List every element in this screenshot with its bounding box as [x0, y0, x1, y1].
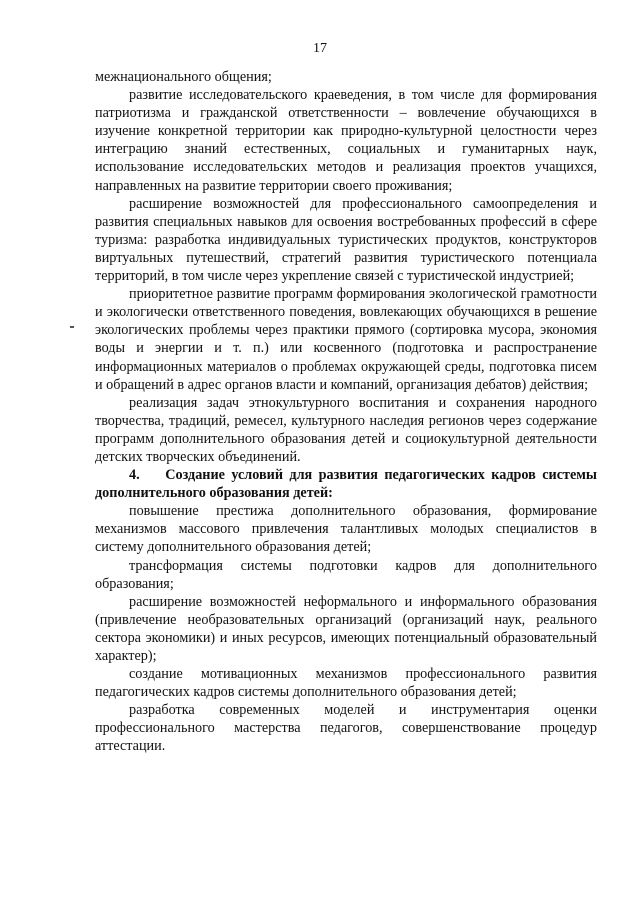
paragraph-ethnoculture: реализация задач этнокультурного воспитания и сохранения народного творчества, традиций, ремесел, культурного наследия регионов через содержание программ дополнительного образования детей и социокультурной деятельности детских творческих объединений.: [95, 394, 597, 465]
paragraph-continuation: межнационального общения;: [95, 69, 272, 85]
margin-mark: [70, 326, 74, 328]
paragraph-tourism: расширение возможностей для профессионального самоопределения и развития специальных навыков для освоения востребованных профессий в сфере туризма: разработка индивидуальных туристических продуктов, конструкторов виртуальных путешествий, стратегий развития туристического потенциала территорий, в том числе через укрепление связей с туристической индустрией;: [95, 195, 597, 285]
paragraph-prestige: повышение престижа дополнительного образования, формирование механизмов массового привлечения талантливых молодых специалистов в систему дополнительного образования детей;: [95, 503, 597, 556]
section-heading: 4. Создание условий для развития педагогических кадров системы дополнительного образования детей:: [95, 467, 597, 502]
paragraph-informal-education: расширение возможностей неформального и информального образования (привлечение необразовательных организаций (организаций наук, реального сектора экономики) и иных ресурсов, имеющих потенциальный образовательный характер);: [95, 593, 597, 664]
page-content: [95, 68, 597, 756]
paragraph-assessment: разработка современных моделей и инструментария оценки профессионального мастерства педагогов, совершенствование процедур аттестации.: [95, 702, 597, 755]
paragraph-ecology: приоритетное развитие программ формирования экологической грамотности и экологически ответственного поведения, вовлекающих обучающихся в решение экологических проблемы через практики прямого (сортировка мусора, экономия воды и энергии и т. п.) или косвенного (подготовка и распространение информационных материалов о проблемах окружающей среды, подготовка писем и обращений в адрес органов власти и компаний, организация дебатов) действия;: [95, 286, 597, 393]
paragraph-motivation: создание мотивационных механизмов профессионального развития педагогических кадров системы дополнительного образования детей;: [95, 666, 597, 701]
paragraph-local-history: развитие исследовательского краеведения, в том числе для формирования патриотизма и гражданской ответственности – вовлечение обучающихся в изучение конкретной территории как природно-культурной целостности через интеграцию знаний естественных, социальных и гуманитарных наук, использование исследовательских методов и реализация проектов учащихся, направленных на развитие территории своего проживания;: [95, 87, 597, 194]
paragraph-training: трансформация системы подготовки кадров для дополнительного образования;: [95, 557, 597, 592]
page-number: 17: [313, 41, 327, 56]
